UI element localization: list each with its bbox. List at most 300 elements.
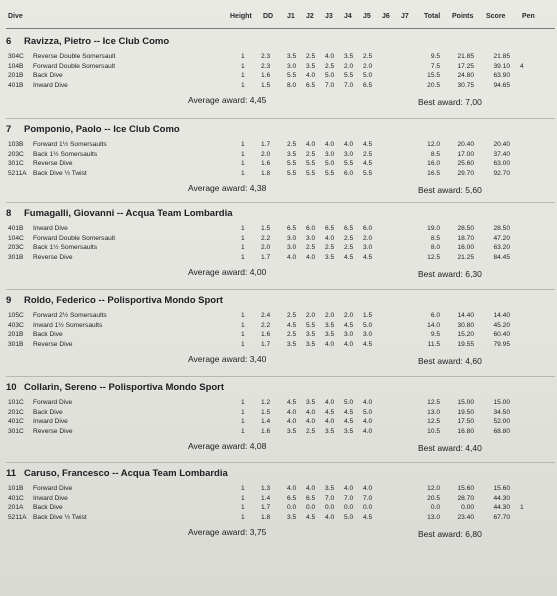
col-j7: J7: [401, 13, 409, 20]
dive-description: Reverse Dive: [33, 253, 73, 261]
diver-block: [0, 295, 557, 391]
judge-score: 4.5: [363, 253, 373, 261]
judge-score: 2.5: [306, 53, 316, 60]
dive-height: 1: [241, 62, 245, 70]
judge-score: 6.0: [306, 225, 316, 232]
dive-score: 21.85: [493, 53, 510, 60]
judge-score: 3.5: [306, 340, 316, 348]
judge-score: 7.0: [344, 494, 354, 502]
judge-score: 4.0: [306, 72, 316, 80]
judge-score: 5.5: [287, 72, 297, 80]
dive-total: 12.0: [427, 141, 440, 148]
average-award: [188, 267, 266, 277]
judge-score: 3.5: [287, 53, 297, 60]
diver-block: [0, 382, 557, 478]
best-award-value: 4,60: [465, 356, 482, 366]
dive-height: 1: [241, 427, 245, 435]
judge-score: 6.5: [287, 494, 297, 502]
diver-title: [6, 295, 223, 306]
dive-code: 101C: [8, 399, 24, 406]
judge-score: 0.0: [363, 504, 373, 512]
col-dive: Dive: [8, 13, 23, 20]
dive-total: 20.5: [427, 494, 440, 502]
dive-row: [0, 53, 557, 63]
dive-height: 1: [241, 340, 245, 348]
dive-score: 52.00: [493, 418, 510, 426]
best-award-value: 6,80: [465, 529, 482, 539]
dive-dd: 2.3: [261, 53, 271, 60]
dive-description: Back Dive: [33, 504, 63, 512]
average-award-value: 3,40: [249, 354, 267, 364]
best-award-value: 7,00: [465, 97, 482, 107]
dive-description: Reverse Dive: [33, 160, 73, 168]
judge-score: 5.5: [287, 160, 297, 168]
dive-dd: 2.2: [261, 234, 271, 242]
dive-total: 15.5: [427, 72, 440, 80]
dive-score: 68.80: [493, 427, 510, 435]
dive-height: 1: [241, 169, 245, 177]
dive-code: 103B: [8, 141, 24, 148]
judge-score: 4.0: [325, 141, 335, 148]
dive-code: 5211A: [8, 169, 27, 177]
col-j5: J5: [363, 13, 371, 20]
dive-code: 301B: [8, 340, 24, 348]
judge-score: 2.5: [325, 62, 335, 70]
col-points: Points: [452, 13, 474, 20]
dive-row: [0, 141, 557, 151]
average-award: [188, 354, 266, 364]
dive-height: 1: [241, 494, 245, 502]
dive-code: 201C: [8, 408, 24, 416]
dive-dd: 2.2: [261, 321, 271, 329]
dive-total: 9.5: [430, 331, 440, 339]
dive-code: 5211A: [8, 513, 27, 521]
dive-total: 7.5: [430, 62, 440, 70]
dive-row: [0, 428, 557, 438]
dive-points: 17.50: [457, 418, 474, 426]
dive-row: [0, 341, 557, 351]
dive-code: 301C: [8, 427, 24, 435]
judge-score: 3.5: [344, 53, 354, 60]
dive-code: 401C: [8, 418, 24, 426]
judge-score: 3.0: [306, 234, 316, 242]
col-pen: Pen: [522, 13, 535, 20]
judge-score: 3.5: [344, 427, 354, 435]
dive-total: 14.0: [427, 321, 440, 329]
judge-score: 4.5: [344, 408, 354, 416]
dive-height: 1: [241, 225, 245, 232]
dive-dd: 1.6: [261, 160, 271, 168]
judge-score: 0.0: [325, 504, 335, 512]
judge-score: 5.5: [306, 160, 316, 168]
judge-score: 7.0: [325, 81, 335, 89]
judge-score: 2.5: [306, 427, 316, 435]
dive-height: 1: [241, 81, 245, 89]
diver-name: Fumagalli, Giovanni -- Acqua Team Lombardia: [24, 208, 233, 219]
judge-score: 3.0: [325, 150, 335, 158]
dive-dd: 1.7: [261, 141, 271, 148]
judge-score: 3.5: [287, 427, 297, 435]
dive-code: 201B: [8, 331, 24, 339]
dive-row: [0, 399, 557, 409]
block-divider: [6, 376, 555, 377]
dive-penalty: 4: [520, 62, 524, 70]
dive-dd: 1.5: [261, 225, 271, 232]
judge-score: 5.0: [363, 321, 373, 329]
judge-score: 6.5: [344, 225, 354, 232]
judge-score: 5.0: [363, 408, 373, 416]
judge-score: 5.0: [344, 513, 354, 521]
dive-score: 15.60: [493, 485, 510, 492]
average-award-label: Average award:: [188, 183, 248, 193]
judge-score: 5.5: [306, 169, 316, 177]
best-award: [418, 97, 482, 107]
dive-description: Forward Double Somersault: [33, 62, 116, 70]
dive-score: 67.70: [493, 513, 510, 521]
judge-score: 2.0: [363, 62, 373, 70]
judge-score: 3.5: [287, 340, 297, 348]
best-award: [418, 529, 482, 539]
average-award: [188, 527, 266, 537]
judge-score: 5.5: [306, 321, 316, 329]
judge-score: 7.0: [325, 494, 335, 502]
best-award-value: 6,30: [465, 269, 482, 279]
dive-total: 12.5: [427, 253, 440, 261]
dive-total: 8.0: [430, 244, 440, 252]
dive-score: 47.20: [493, 234, 510, 242]
dive-score: 63.90: [493, 72, 510, 80]
dive-row: [0, 63, 557, 73]
dive-dd: 1.2: [261, 399, 271, 406]
judge-score: 3.0: [287, 234, 297, 242]
best-award-label: Best award:: [418, 269, 463, 279]
diver-rank: 6: [6, 36, 12, 47]
judge-score: 3.5: [306, 62, 316, 70]
judge-score: 2.0: [325, 312, 335, 319]
average-award-label: Average award:: [188, 95, 248, 105]
dive-code: 401B: [8, 225, 24, 232]
dive-height: 1: [241, 321, 245, 329]
judge-score: 4.5: [325, 408, 335, 416]
judge-score: 2.5: [306, 150, 316, 158]
judge-score: 4.0: [325, 418, 335, 426]
dive-total: 8.5: [430, 150, 440, 158]
column-header-row: [0, 13, 557, 27]
dive-row: [0, 82, 557, 92]
judge-score: 4.0: [325, 53, 335, 60]
diver-rank: 11: [6, 468, 17, 479]
dive-score: 39.10: [493, 62, 510, 70]
judge-score: 2.0: [344, 312, 354, 319]
dive-score: 44.30: [493, 504, 510, 512]
dive-code: 401C: [8, 494, 24, 502]
dive-dd: 1.7: [261, 340, 271, 348]
dive-penalty: 1: [520, 504, 524, 512]
judge-score: 4.0: [287, 485, 297, 492]
dive-points: 14.40: [457, 312, 474, 319]
diver-rank: 9: [6, 295, 12, 306]
judge-score: 6.0: [344, 169, 354, 177]
dive-dd: 1.7: [261, 504, 271, 512]
col-score: Score: [486, 13, 506, 20]
diver-name: Caruso, Francesco -- Acqua Team Lombardia: [24, 468, 228, 479]
block-divider: [6, 202, 555, 203]
judge-score: 2.5: [363, 150, 373, 158]
dive-score: 20.40: [493, 141, 510, 148]
best-award: [418, 185, 482, 195]
dive-height: 1: [241, 418, 245, 426]
judge-score: 0.0: [306, 504, 316, 512]
dive-dd: 1.6: [261, 72, 271, 80]
judge-score: 5.0: [363, 72, 373, 80]
dive-code: 403C: [8, 321, 24, 329]
dive-score: 14.40: [493, 312, 510, 319]
judge-score: 3.5: [325, 253, 335, 261]
dive-points: 25.60: [457, 160, 474, 168]
block-divider: [6, 462, 555, 463]
judge-score: 5.0: [325, 72, 335, 80]
dive-code: 301C: [8, 160, 24, 168]
average-award-label: Average award:: [188, 354, 248, 364]
judge-score: 5.0: [344, 399, 354, 406]
dive-code: 104C: [8, 234, 24, 242]
dive-points: 21.25: [457, 253, 474, 261]
diver-title: [6, 382, 224, 393]
judge-score: 4.0: [363, 399, 373, 406]
judge-score: 4.5: [287, 399, 297, 406]
diver-block: [0, 124, 557, 220]
average-award-label: Average award:: [188, 267, 248, 277]
dive-height: 1: [241, 331, 245, 339]
dive-score: 28.50: [493, 225, 510, 232]
judge-score: 4.0: [363, 485, 373, 492]
dive-description: Back Dive: [33, 72, 63, 80]
judge-score: 3.5: [287, 150, 297, 158]
judge-score: 2.0: [344, 62, 354, 70]
dive-row: [0, 485, 557, 495]
dive-code: 201A: [8, 504, 24, 512]
dive-dd: 1.6: [261, 331, 271, 339]
dive-code: 203C: [8, 244, 24, 252]
judge-score: 4.0: [306, 485, 316, 492]
judge-score: 3.5: [325, 331, 335, 339]
dive-row: [0, 170, 557, 180]
dive-row: [0, 331, 557, 341]
dive-points: 18.70: [457, 234, 474, 242]
dive-code: 203C: [8, 150, 24, 158]
dive-row: [0, 495, 557, 505]
dive-description: Forward 1½ Somersaults: [33, 141, 107, 148]
judge-score: 3.5: [325, 485, 335, 492]
dive-total: 0.0: [430, 504, 440, 512]
judge-score: 5.0: [325, 160, 335, 168]
dive-row: [0, 409, 557, 419]
average-award: [188, 441, 266, 451]
judge-score: 4.0: [287, 253, 297, 261]
dive-points: 20.40: [457, 141, 474, 148]
dive-points: 16.00: [457, 244, 474, 252]
best-award-label: Best award:: [418, 356, 463, 366]
dive-height: 1: [241, 160, 245, 168]
judge-score: 0.0: [344, 504, 354, 512]
dive-score: 79.95: [493, 340, 510, 348]
judge-score: 2.5: [344, 234, 354, 242]
dive-score: 15.00: [493, 399, 510, 406]
judge-score: 3.0: [344, 331, 354, 339]
dive-description: Forward 2½ Somersaults: [33, 312, 107, 319]
judge-score: 4.0: [363, 427, 373, 435]
dive-height: 1: [241, 244, 245, 252]
judge-score: 2.0: [363, 234, 373, 242]
judge-score: 4.5: [363, 141, 373, 148]
judge-score: 4.0: [306, 418, 316, 426]
dive-description: Back 1½ Somersaults: [33, 150, 98, 158]
average-award-value: 4,00: [249, 267, 267, 277]
dive-height: 1: [241, 312, 245, 319]
dive-description: Reverse Double Somersault: [33, 53, 116, 60]
best-award-value: 4,40: [465, 443, 482, 453]
diver-title: [6, 208, 233, 219]
dive-score: 37.40: [493, 150, 510, 158]
judge-score: 4.5: [344, 253, 354, 261]
judge-score: 6.5: [287, 225, 297, 232]
judge-score: 2.5: [325, 244, 335, 252]
diver-name: Pomponio, Paolo -- Ice Club Como: [24, 124, 180, 135]
dive-points: 24.80: [457, 72, 474, 80]
diver-title: [6, 124, 180, 135]
dive-total: 12.5: [427, 399, 440, 406]
best-award-label: Best award:: [418, 443, 463, 453]
judge-score: 3.0: [344, 150, 354, 158]
judge-score: 4.0: [287, 408, 297, 416]
dive-dd: 1.8: [261, 169, 271, 177]
dive-description: Inward Dive: [33, 225, 68, 232]
judge-score: 5.5: [344, 72, 354, 80]
judge-score: 3.0: [363, 244, 373, 252]
dive-score: 34.50: [493, 408, 510, 416]
dive-description: Inward Dive: [33, 418, 68, 426]
average-award-label: Average award:: [188, 441, 248, 451]
best-award-label: Best award:: [418, 185, 463, 195]
judge-score: 3.0: [287, 62, 297, 70]
dive-points: 29.70: [457, 169, 474, 177]
dive-dd: 1.6: [261, 427, 271, 435]
dive-total: 19.0: [427, 225, 440, 232]
dive-points: 15.60: [457, 485, 474, 492]
header-divider: [6, 28, 555, 29]
judge-score: 3.5: [287, 513, 297, 521]
dive-points: 16.80: [457, 427, 474, 435]
col-j2: J2: [306, 13, 314, 20]
dive-dd: 1.5: [261, 408, 271, 416]
dive-score: 84.45: [493, 253, 510, 261]
dive-height: 1: [241, 234, 245, 242]
dive-height: 1: [241, 141, 245, 148]
judge-score: 3.0: [363, 331, 373, 339]
diver-rank: 7: [6, 124, 12, 135]
judge-score: 2.5: [363, 53, 373, 60]
best-award-label: Best award:: [418, 529, 463, 539]
dive-description: Back Dive ½ Twist: [33, 513, 87, 521]
judge-score: 2.0: [306, 312, 316, 319]
dive-description: Inward Dive: [33, 494, 68, 502]
dive-points: 28.70: [457, 494, 474, 502]
diver-rank: 8: [6, 208, 12, 219]
diver-name: Roldo, Federico -- Polisportiva Mondo Sport: [24, 295, 223, 306]
dive-code: 104B: [8, 62, 24, 70]
judge-score: 4.5: [344, 418, 354, 426]
judge-score: 5.5: [325, 169, 335, 177]
dive-row: [0, 514, 557, 524]
dive-points: 17.25: [457, 62, 474, 70]
dive-dd: 2.3: [261, 62, 271, 70]
dive-row: [0, 254, 557, 264]
dive-dd: 1.7: [261, 253, 271, 261]
judge-score: 3.0: [287, 244, 297, 252]
dive-dd: 2.0: [261, 150, 271, 158]
judge-score: 4.0: [306, 408, 316, 416]
diver-name: Ravizza, Pietro -- Ice Club Como: [24, 36, 170, 47]
dive-height: 1: [241, 485, 245, 492]
judge-score: 2.5: [287, 331, 297, 339]
dive-row: [0, 160, 557, 170]
dive-description: Forward Dive: [33, 399, 73, 406]
dive-points: 30.80: [457, 321, 474, 329]
judge-score: 7.0: [344, 81, 354, 89]
judge-score: 4.0: [344, 340, 354, 348]
dive-total: 16.0: [427, 160, 440, 168]
diver-title: [6, 468, 228, 479]
dive-total: 11.5: [427, 340, 440, 348]
dive-points: 28.50: [457, 225, 474, 232]
judge-score: 6.5: [306, 81, 316, 89]
average-award-value: 3,75: [249, 527, 267, 537]
dive-dd: 1.5: [261, 81, 271, 89]
dive-height: 1: [241, 513, 245, 521]
diver-rank: 10: [6, 382, 17, 393]
judge-score: 4.0: [287, 418, 297, 426]
dive-points: 15.20: [457, 331, 474, 339]
dive-row: [0, 312, 557, 322]
judge-score: 2.5: [287, 312, 297, 319]
judge-score: 4.5: [363, 513, 373, 521]
dive-score: 94.65: [493, 81, 510, 89]
dive-total: 20.5: [427, 81, 440, 89]
judge-score: 6.5: [363, 81, 373, 89]
dive-description: Back Dive ½ Twist: [33, 169, 87, 177]
dive-dd: 2.4: [261, 312, 271, 319]
dive-points: 17.00: [457, 150, 474, 158]
col-dd: DD: [263, 13, 274, 20]
dive-points: 19.55: [457, 340, 474, 348]
judge-score: 4.5: [363, 340, 373, 348]
judge-score: 5.5: [344, 160, 354, 168]
col-j1: J1: [287, 13, 295, 20]
dive-code: 201B: [8, 72, 24, 80]
dive-height: 1: [241, 504, 245, 512]
dive-total: 16.5: [427, 169, 440, 177]
diver-block: [0, 468, 557, 564]
dive-description: Forward Dive: [33, 485, 73, 492]
col-j3: J3: [325, 13, 333, 20]
diver-block: [0, 208, 557, 304]
dive-code: 301B: [8, 253, 24, 261]
dive-description: Back 1½ Somersaults: [33, 244, 98, 252]
block-divider: [6, 118, 555, 119]
dive-row: [0, 225, 557, 235]
dive-row: [0, 244, 557, 254]
judge-score: 4.5: [344, 321, 354, 329]
